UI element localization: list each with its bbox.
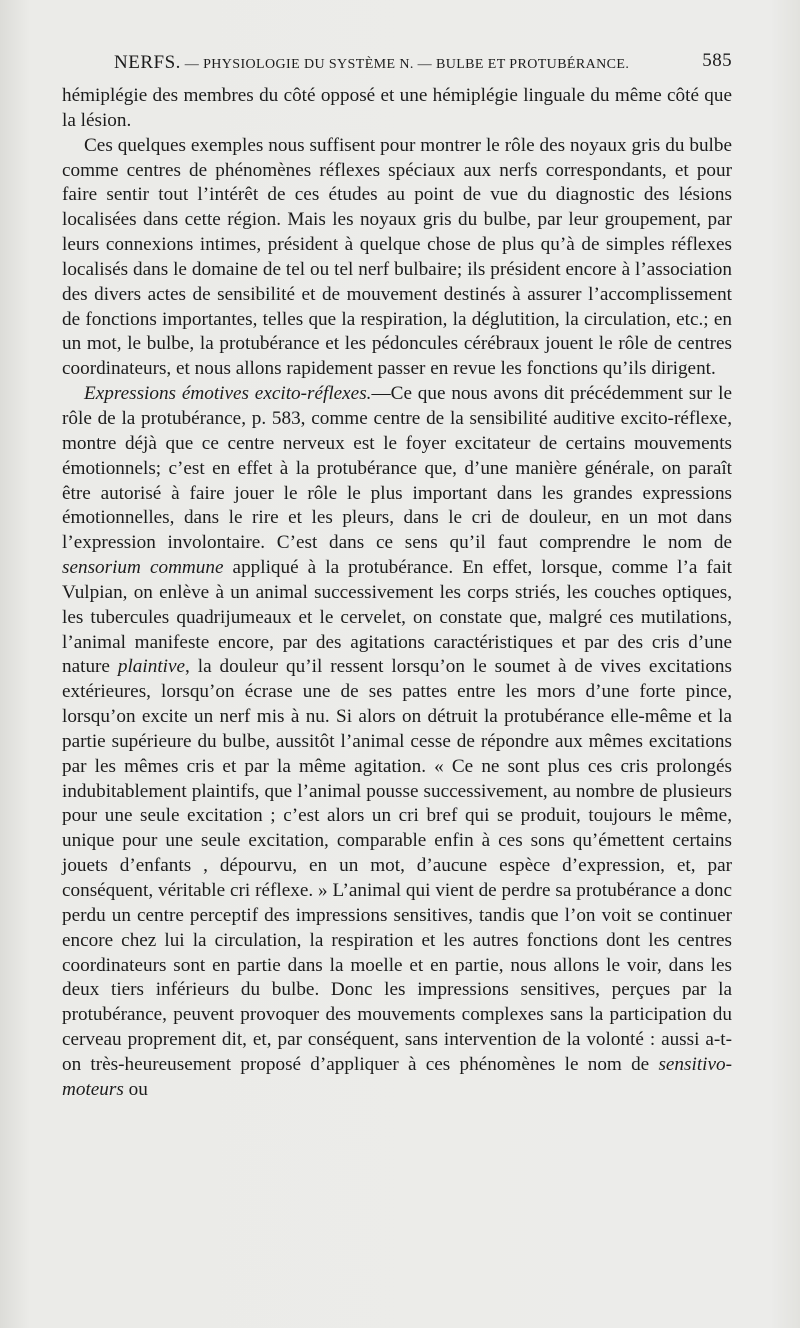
running-header [62,50,732,74]
paragraph-noyaux-gris: Ces quelques exemples nous suffisent pour montrer le rôle des noyaux gris du bulbe comme centres de phénomènes réflexes spéciaux aux nerfs correspondants, et pour faire sentir tout l’intérêt de ces études au point de vue du diagnostic des lésions localisées dans cette région. Mais les noyaux gris du bulbe, par leur groupement, par leurs connexions intimes, président à quelque chose de plus qu’à de simples réflexes localisés dans le domaine de tel ou tel nerf bulbaire; ils président encore à l’association des divers actes de sensibilité et de mouvement destinés à assurer l’accomplissement de fonctions importantes, telles que la respiration, la déglutition, la circulation, etc.; en un mot, le bulbe, la protubérance et les pédoncules cérébraux jouent le rôle de centres coordinateurs, et nous allons rapidement passer en revue les fonctions qu’ils dirigent. [62,134,732,380]
paragraph-text-part-2: appliqué à la protubérance. En effet, lorsque, comme l’a fait Vulpian, on enlève à un animal successivement les corps striés, les couches optiques, les tubercules quadrijumeaux et le cervelet, on constate que, malgré ces mutilations, l’animal manifeste encore, par des agitations caractéristiques et par des cris d’une nature [62,557,732,678]
section-heading: Expressions émotives excito-réflexes. [84,383,372,405]
paragraph-continuation: hémiplégie des membres du côté opposé et une hémiplégie linguale du même côté que la lésion. [62,85,732,131]
running-title-rest: — PHYSIOLOGIE DU SYSTÈME N. — BULBE ET PROTUBÉRANCE. [180,57,630,72]
paragraph-text-part-4: ou [123,1078,148,1100]
body-text [62,84,732,1103]
paragraph-text-part-3: , la douleur qu’il ressent lorsqu’on le soumet à de vives excitations extérieures, lorsqu’on écrase une de ses pattes entre les mors d’une forte pince, lorsqu’on excite un nerf mis à nu. Si alors on détruit la protubérance elle-même et la partie supérieure du bulbe, aussitôt l’animal cesse de répondre aux mêmes excitations par les mêmes cris et par la même agitation. « Ce ne sont plus ces cris prolongés indubitablement plaintifs, que l’animal pousse successivement, au nombre de plusieurs pour une seule excitation ; c’est alors un cri bref qui se produit, toujours le même, unique pour une seule excitation, comparable enfin à ces sons qu’émettent certains jouets d’enfants , dépourvu, en un mot, d’aucune espèce d’expression, et, par conséquent, véritable cri réflexe. » L’animal qui vient de perdre sa protubérance a donc perdu un centre perceptif des impressions sensitives, tandis que l’on voit se continuer encore chez lui la circulation, la respiration et les autres fonctions dont les centres coordinateurs sont en partie dans la moelle et en partie, nous allons le voir, dans les deux tiers inférieurs du bulbe. Donc les impressions sensitives, perçues par la protubérance, peuvent provoquer des mouvements complexes sans la participation du cerveau proprement dit, et, par conséquent, sans intervention de la volonté : aussi a-t-on très-heureusement proposé d’appliquer à ces phénomènes le nom de [62,656,732,1075]
page-number: 585 [702,50,732,71]
term-sensorium-commune: sensorium commune [62,557,224,579]
paragraph-expressions-emotives [62,382,732,1102]
running-title-first: NERFS. [114,52,181,73]
paragraph-text-part-1: —Ce que nous avons dit précédemment sur le rôle de la protubérance, p. 583, comme centre de la sensibilité auditive excito-réflexe, montre déjà que ce centre nerveux est le foyer excitateur de certains mouvements émotionnels; c’est en effet à la protubérance que, d’une manière générale, on paraît être autorisé à faire jouer le rôle le plus important dans les grandes expressions émotionnelles, dans le rire et les pleurs, dans le cri de douleur, en un mot dans l’expression involontaire. C’est dans ce sens qu’il faut comprendre le nom de [62,383,732,554]
term-plaintive: plaintive [117,656,186,678]
running-title [114,52,629,74]
term-sensitivo-moteurs: sensitivo-moteurs [62,1053,732,1100]
